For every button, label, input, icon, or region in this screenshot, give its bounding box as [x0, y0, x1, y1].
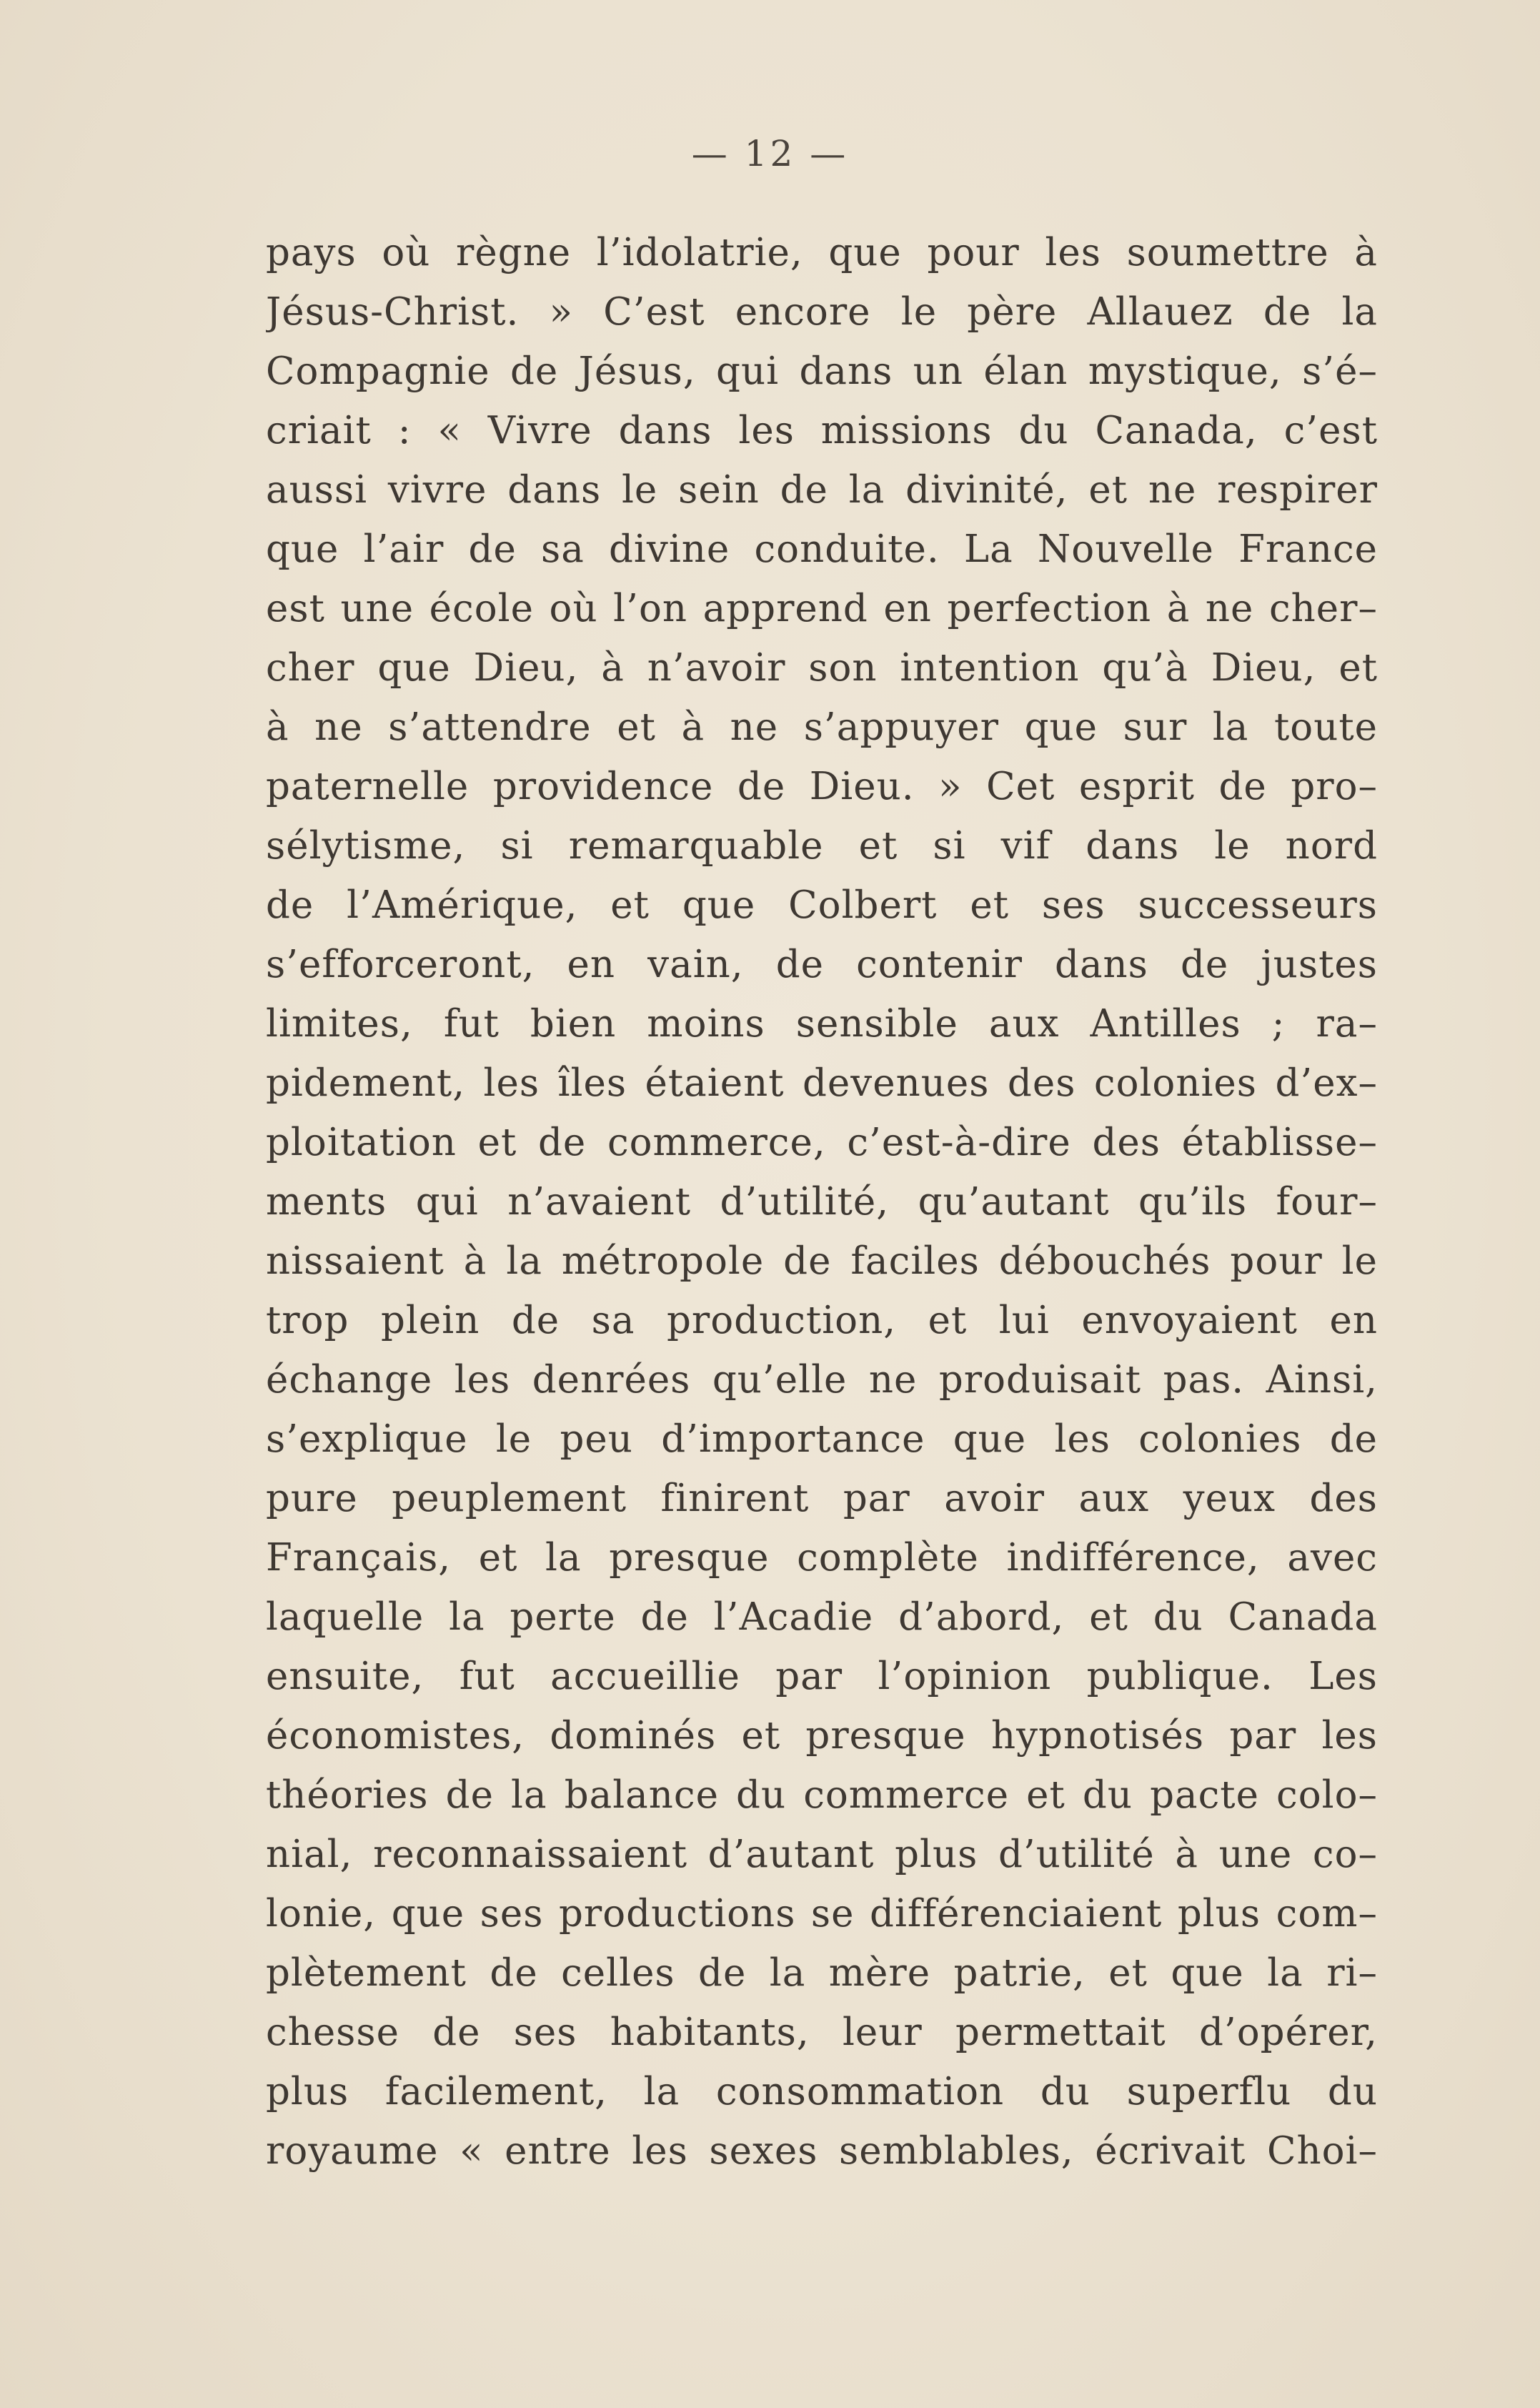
- text-line: pure peuplement finirent par avoir aux yeux des: [266, 1477, 1378, 1520]
- text-line: royaume « entre les sexes semblables, écrivait Choi–: [266, 2129, 1378, 2173]
- text-line: à ne s’attendre et à ne s’appuyer que sur la toute: [266, 705, 1378, 749]
- text-line: chesse de ses habitants, leur permettait d’opérer,: [266, 2011, 1378, 2054]
- page-number: — 12 —: [691, 133, 849, 174]
- text-line: échange les denrées qu’elle ne produisait pas. Ainsi,: [266, 1358, 1378, 1402]
- text-line: limites, fut bien moins sensible aux Antilles ; ra–: [266, 1002, 1378, 1046]
- text-line: théories de la balance du commerce et du pacte colo–: [266, 1773, 1378, 1817]
- text-line: pidement, les îles étaient devenues des colonies d’ex–: [266, 1061, 1378, 1105]
- body-text: [266, 223, 1378, 2181]
- text-line: plus facilement, la consommation du superflu du: [266, 2070, 1378, 2114]
- text-line: nissaient à la métropole de faciles débouchés pour le: [266, 1239, 1378, 1283]
- text-line: criait : « Vivre dans les missions du Canada, c’est: [266, 409, 1378, 452]
- text-line: ploitation et de commerce, c’est-à-dire des établisse–: [266, 1121, 1378, 1164]
- text-line: paternelle providence de Dieu. » Cet esprit de pro–: [266, 765, 1378, 808]
- text-line: Jésus-Christ. » C’est encore le père Allauez de la: [266, 290, 1378, 334]
- text-line: lonie, que ses productions se différenciaient plus com–: [266, 1892, 1378, 1936]
- text-line: s’explique le peu d’importance que les colonies de: [266, 1417, 1378, 1461]
- text-line: trop plein de sa production, et lui envoyaient en: [266, 1299, 1378, 1342]
- text-line: plètement de celles de la mère patrie, et que la ri–: [266, 1951, 1378, 1995]
- text-line: que l’air de sa divine conduite. La Nouvelle France: [266, 527, 1378, 571]
- text-line: Compagnie de Jésus, qui dans un élan mystique, s’é–: [266, 350, 1378, 393]
- text-line: ments qui n’avaient d’utilité, qu’autant qu’ils four–: [266, 1180, 1378, 1224]
- text-line: Français, et la presque complète indifférence, avec: [266, 1536, 1378, 1580]
- text-line: ensuite, fut accueillie par l’opinion publique. Les: [266, 1655, 1378, 1698]
- text-line: est une école où l’on apprend en perfection à ne cher–: [266, 587, 1378, 630]
- text-line: laquelle la perte de l’Acadie d’abord, et du Canada: [266, 1595, 1378, 1639]
- text-line: de l’Amérique, et que Colbert et ses successeurs: [266, 883, 1378, 927]
- text-line: cher que Dieu, à n’avoir son intention qu’à Dieu, et: [266, 646, 1378, 690]
- text-line: économistes, dominés et presque hypnotisés par les: [266, 1714, 1378, 1758]
- text-line: nial, reconnaissaient d’autant plus d’utilité à une co–: [266, 1833, 1378, 1876]
- text-line: aussi vivre dans le sein de la divinité, et ne respirer: [266, 468, 1378, 512]
- text-line: sélytisme, si remarquable et si vif dans le nord: [266, 824, 1378, 868]
- text-line: s’efforceront, en vain, de contenir dans de justes: [266, 943, 1378, 986]
- text-line: pays où règne l’idolatrie, que pour les soumettre à: [266, 231, 1378, 274]
